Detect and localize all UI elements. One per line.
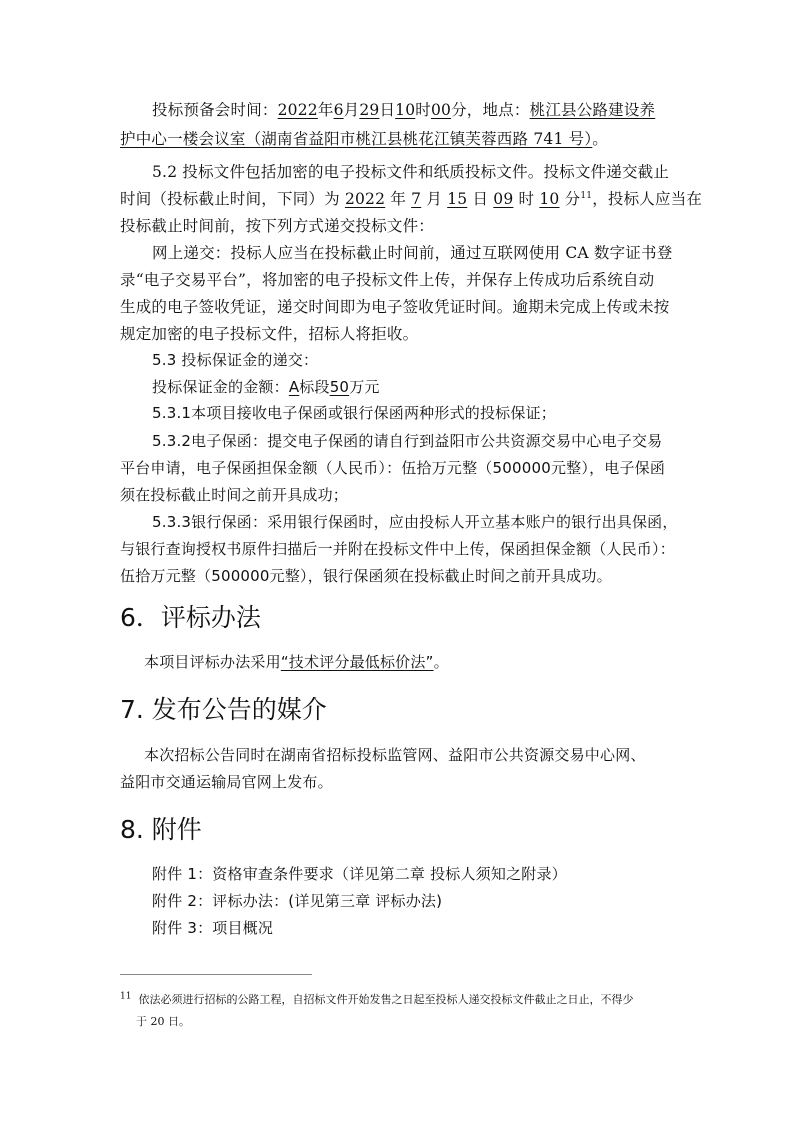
online-line-2: 录“电子交易平台”，将加密的电子投标文件上传，并保存上传成功后系统自动 <box>120 271 655 289</box>
section-8-heading: 8. 附件 <box>120 815 202 844</box>
amount-value: 50 <box>329 378 350 396</box>
preconf-day: 29 <box>359 101 380 119</box>
method-name: “技术评分最低标价法” <box>280 653 434 671</box>
preconf-minute: 00 <box>430 101 452 119</box>
deadline-tail: ，投标人应当在 <box>592 190 703 208</box>
preconf-label: 投标预备会时间： <box>152 101 278 119</box>
footnote-text: 依法必须进行招标的公路工程，自招标文件开始发售之日起至投标人递交投标文件截止之日止，不得少 <box>138 993 634 1006</box>
s52-line-2 <box>120 187 702 209</box>
online-line-1: 网上递交：投标人应当在投标截止时间前，通过互联网使用 CA 数字证书登 <box>152 244 673 262</box>
minute-unit: 分 <box>559 190 581 208</box>
s533-line-1: 5.3.3银行保函：采用银行保函时，应由投标人开立基本账户的银行出具保函， <box>152 513 678 531</box>
preconf-hour: 10 <box>395 101 416 119</box>
amount-label: 投标保证金的金额： <box>152 378 289 396</box>
s53-amount <box>152 376 380 397</box>
footnote-ref[interactable]: 11 <box>580 190 593 201</box>
deadline-label: 时间（投标截止时间，下同）为 <box>120 190 345 208</box>
section-7-line-1: 本次招标公告同时在湖南省招标投标监管网、益阳市公共资源交易中心网、 <box>144 746 646 764</box>
s533-line-3: 伍拾万元整（500000元整），银行保函须在投标截止时间之前开具成功。 <box>120 567 612 585</box>
s533-line-2: 与银行查询授权书原件扫描后一并附在投标文件中上传，保函担保金额（人民币）： <box>120 540 675 558</box>
online-line-4: 规定加密的电子投标文件，招标人将拒收。 <box>120 325 419 343</box>
s532-line-2: 平台申请，电子保函担保金额（人民币）：伍拾万元整（500000元整），电子保函 <box>120 459 666 477</box>
preconf-year: 2022 <box>277 101 318 119</box>
period: 。 <box>433 653 449 671</box>
hour-unit: 时 <box>513 190 540 208</box>
section-7-heading: 7. 发布公告的媒介 <box>120 695 327 724</box>
deadline-hour: 09 <box>493 190 514 208</box>
footnote-line-2: 于 20 日。 <box>136 1015 190 1028</box>
period: 。 <box>592 130 608 148</box>
footnote-line-1 <box>120 991 633 1007</box>
amount-unit: 万元 <box>349 378 380 396</box>
preconference-line-1 <box>152 98 655 120</box>
deadline-day: 15 <box>447 190 468 208</box>
deadline-year: 2022 <box>344 190 386 208</box>
footnote-divider <box>120 974 312 975</box>
lot-label: 标段 <box>299 378 330 396</box>
month-unit: 月 <box>343 101 360 119</box>
hour-unit: 时 <box>415 101 431 119</box>
s531-line: 5.3.1本项目接收电子保函或银行保函两种形式的投标保证； <box>152 404 556 422</box>
preconf-month: 6 <box>333 101 344 119</box>
day-unit: 日 <box>467 190 494 208</box>
deadline-month: 7 <box>411 190 422 208</box>
footnote-mark: 11 <box>120 991 132 1002</box>
day-unit: 日 <box>379 101 396 119</box>
s532-line-1: 5.3.2电子保函：提交电子保函的请自行到益阳市公共资源交易中心电子交易 <box>152 432 663 450</box>
attachment-1[interactable]: 附件 1：资格审查条件要求（详见第二章 投标人须知之附录） <box>152 865 567 883</box>
preconf-place: 桃江县公路建设养 <box>529 101 656 119</box>
preconf-place-cont: 护中心一楼会议室（湖南省益阳市桃江县桃花江镇芙蓉西路 741 号） <box>120 130 593 148</box>
s532-line-3: 须在投标截止时间之前开具成功； <box>120 486 349 504</box>
section-6-heading: 6．评标办法 <box>120 603 261 632</box>
attachment-2[interactable]: 附件 2：评标办法：(详见第三章 评标办法) <box>152 892 443 910</box>
method-label: 本项目评标办法采用 <box>144 653 281 671</box>
year-unit: 年 <box>317 101 334 119</box>
attachment-3[interactable]: 附件 3：项目概况 <box>152 919 274 937</box>
lot-letter: A <box>288 378 300 396</box>
s52-line-1: 5.2 投标文件包括加密的电子投标文件和纸质投标文件。投标文件递交截止 <box>152 163 670 181</box>
online-line-3: 生成的电子签收凭证，递交时间即为电子签收凭证时间。逾期未完成上传或未按 <box>120 298 670 316</box>
preconference-line-2 <box>120 127 608 149</box>
section-7-line-2: 益阳市交通运输局官网上发布。 <box>120 773 333 791</box>
year-unit: 年 <box>385 190 412 208</box>
s52-line-3: 投标截止时间前，按下列方式递交投标文件： <box>120 217 435 235</box>
month-unit: 月 <box>421 190 448 208</box>
section-6-text <box>144 651 449 672</box>
deadline-minute: 10 <box>539 190 560 208</box>
minute-unit-place-label: 分，地点： <box>451 101 530 119</box>
s53-title: 5.3 投标保证金的递交： <box>152 351 319 369</box>
